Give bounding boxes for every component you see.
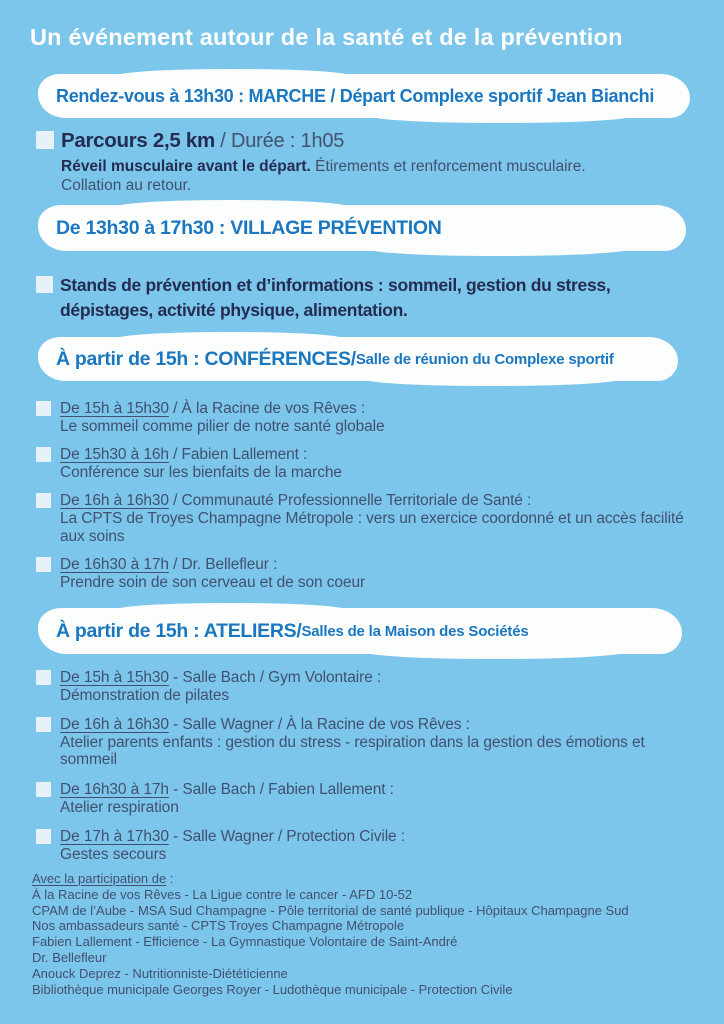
atelier-time: De 17h à 17h30 [60,828,169,846]
atelier-time: De 16h30 à 17h [60,780,169,798]
atelier-item-text [60,781,394,816]
conference-item-header [60,446,342,464]
banner-village-label: De 13h30 à 17h30 : VILLAGE PRÉVENTION [56,216,442,239]
atelier-item-text [60,716,690,769]
banner-ateliers-slash: / [296,619,302,642]
village-stands [36,273,700,322]
atelier-item-text [60,669,381,704]
marche-distance: Parcours 2,5 km [61,129,215,152]
atelier-host: - Salle Wagner / Protection Civile : [168,828,405,846]
marche-details-text [61,129,586,195]
conference-topic: Prendre soin de son cerveau et de son coeur [60,573,366,591]
conference-speaker: / Fabien Lallement : [168,446,308,464]
conference-time: De 15h à 15h30 [60,400,169,417]
conference-item [36,400,700,435]
marche-note-rest: Étirements et renforcement musculaire. [310,158,586,175]
participant-line: Bibliothèque municipale Georges Royer - Ludothèque municipale - Protection Civile [32,981,513,997]
ateliers-list [36,669,700,875]
square-bullet-icon [36,447,51,462]
square-bullet-icon [36,717,51,732]
stands-line2: dépistages, activité physique, alimentation. [60,299,408,320]
atelier-item-header [60,781,394,799]
conferences-list [36,400,700,602]
conference-item-text [60,446,342,481]
conference-topic: Le sommeil comme pilier de notre santé globale [60,417,385,435]
atelier-item-text [60,828,405,863]
atelier-topic: Démonstration de pilates [60,686,230,704]
marche-note-line2: Collation au retour. [61,177,192,194]
atelier-host: - Salle Bach / Fabien Lallement : [168,780,394,798]
marche-note [61,157,586,176]
banner-ateliers-sub: Salles de la Maison des Sociétés [301,622,529,640]
participants-heading-suffix: : [166,871,174,886]
square-bullet-icon [36,401,51,416]
atelier-item [36,669,700,704]
banner-marche-label: Rendez-vous à 13h30 : MARCHE / Départ Complexe sportif Jean Bianchi [56,85,655,106]
conference-topic: Conférence sur les bienfaits de la marche [60,463,342,481]
conference-item-text [60,492,700,545]
participant-line: Fabien Lallement - Efficience - La Gymnastique Volontaire de Saint-André [32,934,458,950]
square-bullet-icon [36,493,51,508]
conference-time: De 15h30 à 16h [60,446,169,464]
conference-item [36,556,700,591]
atelier-item-header [60,828,405,846]
conference-speaker: / À la Racine de vos Rêves : [168,400,366,417]
conference-speaker: / Communauté Professionnelle Territoriale de Santé : [168,492,532,510]
banner-conferences-sub: Salle de réunion du Complexe sportif [355,350,614,368]
marche-details [36,129,700,195]
conference-item-header [60,400,385,418]
page-title: Un événement autour de la santé et de la prévention [30,24,623,50]
banner-conferences-main: À partir de 15h : CONFÉRENCES [56,347,351,370]
atelier-item [36,781,700,816]
marche-lead-line [61,129,586,153]
atelier-item-header [60,669,381,687]
participants-heading-line [32,871,712,887]
participants-section [32,871,712,997]
atelier-item-header [60,716,690,734]
conference-item-text [60,556,365,591]
stands-line1: Stands de prévention et d’informations : sommeil, gestion du stress, [60,275,611,295]
square-bullet-icon [36,782,51,797]
atelier-item [36,828,700,863]
atelier-item [36,716,700,769]
banner-ateliers [38,608,682,654]
conference-item-text [60,400,385,435]
atelier-topic: Atelier respiration [60,798,179,816]
atelier-host: - Salle Bach / Gym Volontaire : [168,669,382,686]
square-bullet-icon [36,829,51,844]
conference-topic: La CPTS de Troyes Champagne Métropole : vers un exercice coordonné et un accès facilité aux soins [60,509,684,545]
conference-time: De 16h à 16h30 [60,492,169,510]
atelier-host: - Salle Wagner / À la Racine de vos Rêves : [168,716,470,734]
banner-ateliers-main: À partir de 15h : ATELIERS [56,619,297,642]
banner-conferences [38,337,678,381]
atelier-time: De 16h à 16h30 [60,716,169,734]
participants-heading: Avec la participation de [32,871,167,886]
banner-marche [38,74,690,118]
participant-line: Nos ambassadeurs santé - CPTS Troyes Champagne Métropole [32,918,405,934]
conference-item-header [60,556,365,574]
square-bullet-icon [36,131,54,149]
stands-text [60,273,610,322]
participant-line: CPAM de l’Aube - MSA Sud Champagne - Pôle territorial de santé publique - Hôpitaux Champagne Sud [32,902,629,918]
atelier-topic: Gestes secours [60,845,167,863]
square-bullet-icon [36,557,51,572]
banner-conferences-slash: / [350,347,356,370]
conference-time: De 16h30 à 17h [60,556,169,574]
conference-item-header [60,492,700,510]
marche-note-bold: Réveil musculaire avant le départ. [61,158,311,175]
conference-speaker: / Dr. Bellefleur : [168,556,278,574]
atelier-topic: Atelier parents enfants : gestion du stress - respiration dans la gestion des émotions et sommeil [60,733,645,769]
participant-line: Dr. Bellefleur [32,949,107,965]
participant-line: À la Racine de vos Rêves - La Ligue contre le cancer - AFD 10-52 [32,886,413,902]
conference-item [36,492,700,545]
banner-village [38,205,686,251]
square-bullet-icon [36,670,51,685]
square-bullet-icon [36,276,53,293]
participant-line: Anouck Deprez - Nutritionniste-Diététicienne [32,965,288,981]
marche-duration: / Durée : 1h05 [214,130,345,152]
atelier-time: De 15h à 15h30 [60,669,169,686]
conference-item [36,446,700,481]
